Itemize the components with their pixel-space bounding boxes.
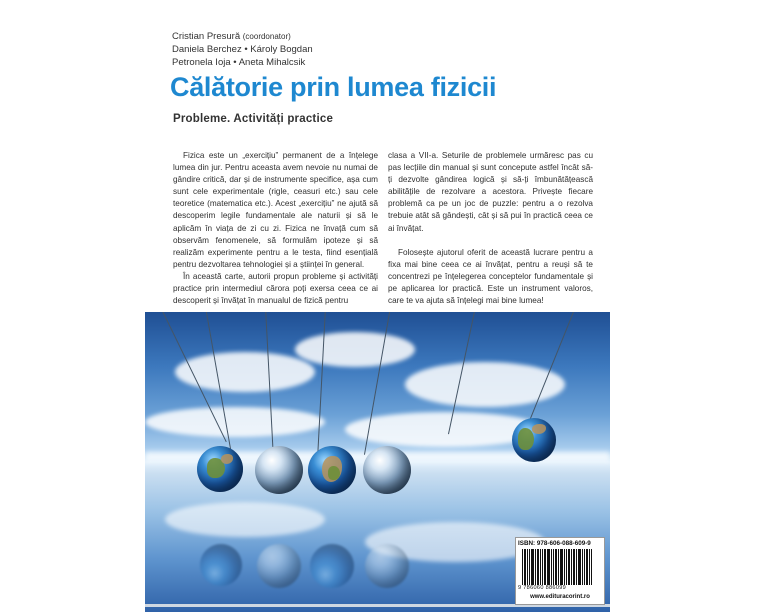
globe-reflection — [200, 544, 242, 586]
barcode-digits: 9 786060 886099 — [518, 585, 567, 591]
globe-ball — [308, 446, 356, 494]
continent — [532, 424, 546, 434]
isbn-barcode-block — [515, 537, 605, 605]
cloud — [175, 352, 315, 392]
author-line-3: Petronela Ioja • Aneta Mihalcsik — [172, 57, 306, 68]
book-subtitle: Probleme. Activități practice — [173, 113, 334, 125]
steel-ball — [363, 446, 411, 494]
globe-reflection — [310, 544, 354, 588]
book-title: Călătorie prin lumea fizicii — [170, 72, 497, 102]
isbn-number: ISBN: 978-606-088-609-9 — [518, 540, 591, 547]
publisher-website: www.edituracorint.ro — [530, 594, 590, 600]
steel-reflection — [257, 544, 301, 588]
cloud — [405, 362, 565, 407]
cloud-reflection — [165, 502, 325, 537]
author-line-coordinator — [172, 30, 313, 43]
author-list — [172, 30, 313, 69]
author-coordinator-role: (coordonator) — [242, 32, 291, 41]
globe-ball — [197, 446, 243, 492]
blurb-paragraph: Fizica este un „exercițiu” permanent de a înțelege lumea din jur. Pentru aceasta avem nevoie nu numai de gândire critică, dar și de instrumente specifice, așa cum sunt cele experimentale (rigle, ceasuri etc.) sau cele teoretice (matematica etc.). Acest „exercițiu” ne ajută să descoperim legile fundamentale ale naturii și să le aplicăm în viața de zi cu zi. Fizica ne învață cum să observăm fenomenele, să formulăm ipoteze și să realizăm experimente pentru a le testa, fiind esențială pentru dezvoltarea tehnologiei și a științei în general. — [173, 151, 378, 269]
blurb-column-left — [173, 150, 378, 307]
blurb-paragraph: Folosește ajutorul oferit de această lucrare pentru a fixa mai bine ceea ce ai învățat, pentru a reuși să te concentrezi pe înțelegerea conceptelor fundamentale și pe aplicarea lor practică. Este un instrument valoros, care te va ajuta să înțelegi mai bine lumea! — [388, 247, 593, 306]
blurb-paragraph: clasa a VII-a. Seturile de problemele urmăresc pas cu pas lecțiile din manual și sunt concepute astfel încât să-ți dezvolte gândirea logică și să-ți îmbunătățească abilitățile de rezolvare a acestora. Privește fiecare problemă ca pe un joc de puzzle: pentru a o rezolva trebuie atât să gândești, cât și să pui în practică ceea ce ai învățat. — [388, 151, 593, 233]
author-line-2: Daniela Berchez • Károly Bogdan — [172, 44, 313, 55]
globe-ball — [512, 418, 556, 462]
author-coordinator-name: Cristian Presură — [172, 31, 241, 42]
blurb-paragraph: În această carte, autorii propun probleme și activități practice prin intermediul cărora poți exersa ceea ce ai descoperit și învățat în manualul de fizică pentru — [173, 271, 378, 306]
cloud — [295, 332, 415, 367]
back-cover — [145, 0, 610, 612]
continent — [328, 466, 340, 480]
blurb-column-right — [388, 150, 593, 307]
continent — [221, 454, 233, 464]
steel-reflection — [365, 544, 409, 588]
barcode-graphic — [522, 549, 598, 585]
cloud — [145, 407, 325, 437]
steel-ball — [255, 446, 303, 494]
